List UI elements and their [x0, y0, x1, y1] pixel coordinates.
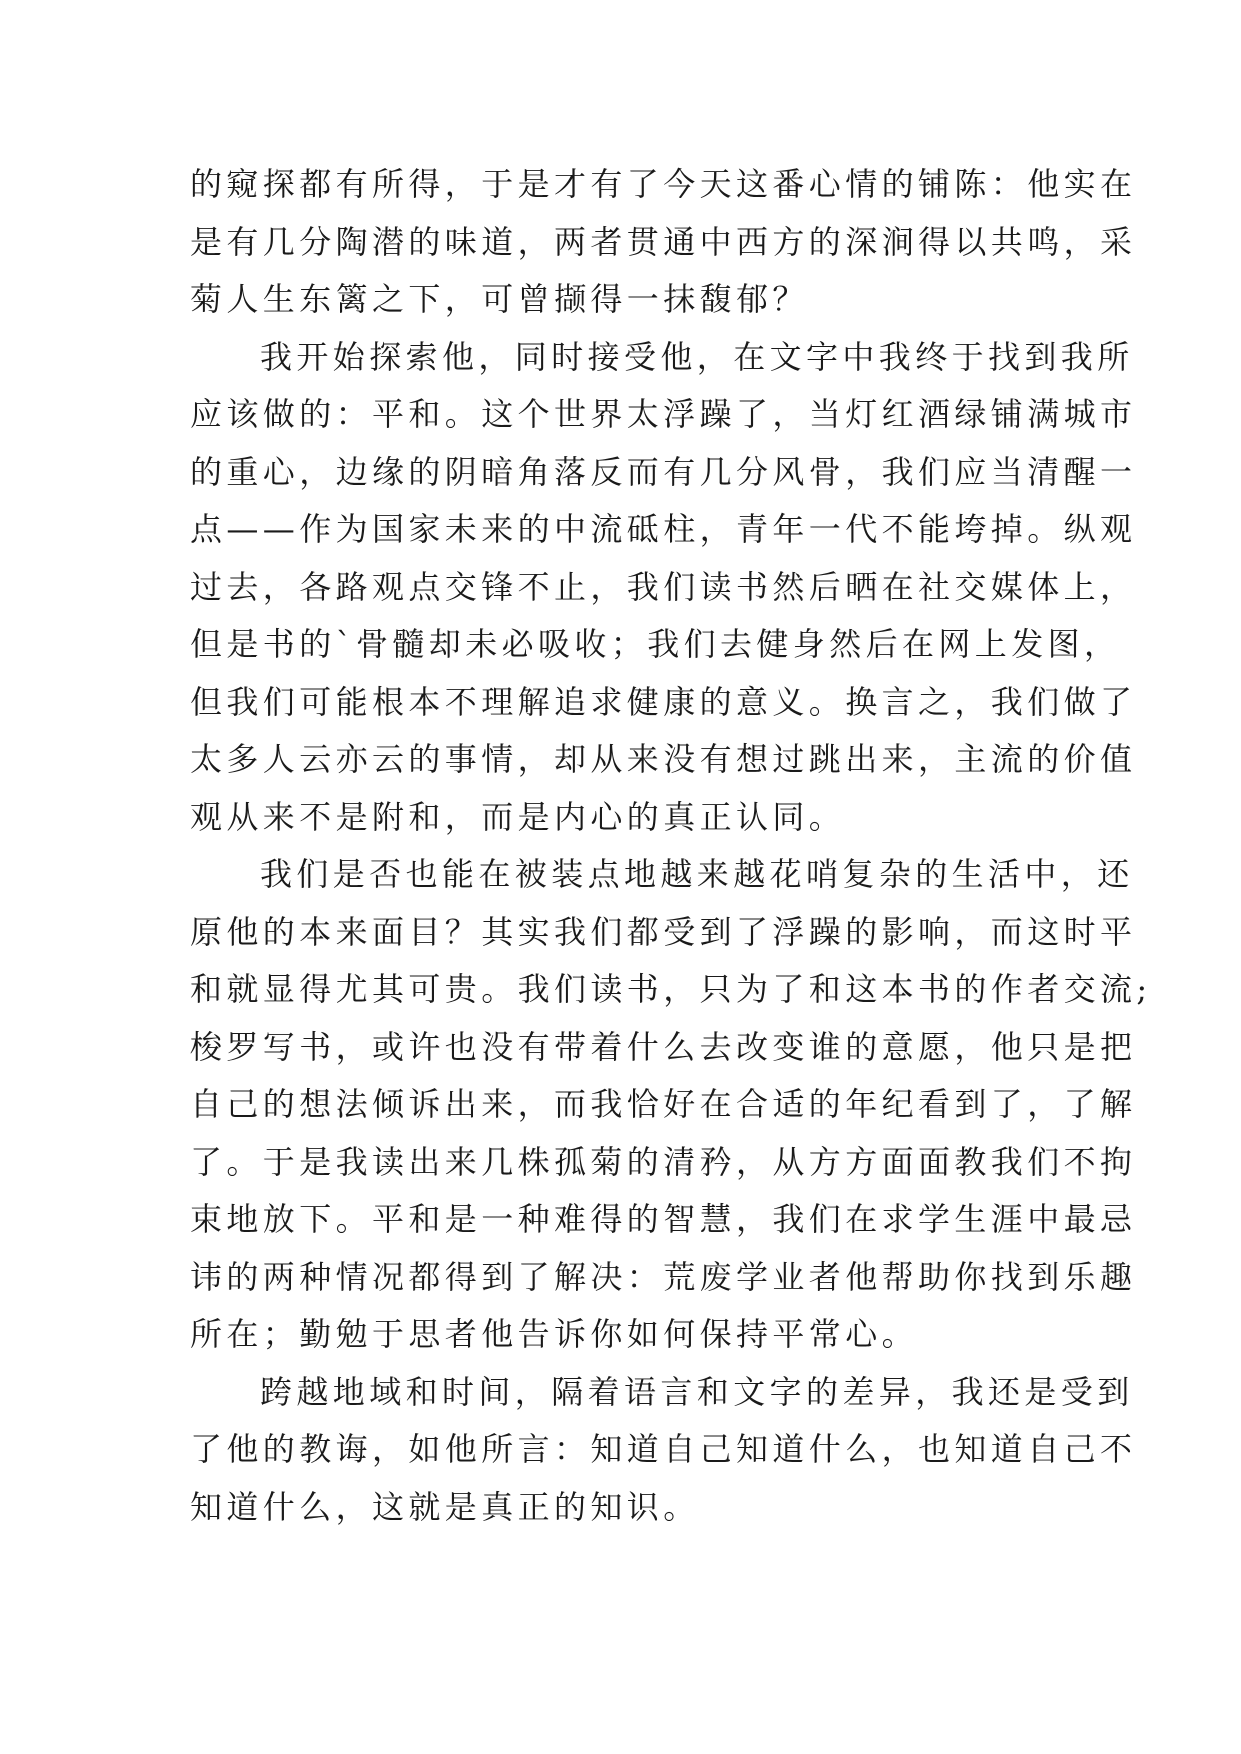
- paragraph-line: 观从来不是附和，而是内心的真正认同。: [190, 797, 846, 836]
- paragraph-line: 束地放下。平和是一种难得的智慧，我们在求学生涯中最忌: [190, 1200, 1137, 1238]
- paragraph-4: [190, 1364, 1137, 1537]
- paragraph-3: [190, 846, 1152, 1364]
- paragraph-line: 和就显得尤其可贵。我们读书，只为了和这本书的作者交流;: [190, 970, 1152, 1008]
- paragraph-line: 是有几分陶潜的味道，两者贯通中西方的深涧得以共鸣，采: [190, 222, 1137, 261]
- paragraph-line: 自己的想法倾诉出来，而我恰好在合适的年纪看到了，了解: [190, 1085, 1137, 1123]
- paragraph-line: 知道什么，这就是真正的知识。: [190, 1487, 700, 1526]
- paragraph-line: 了他的教诲，如他所言：知道自己知道什么，也知道自己不: [190, 1430, 1137, 1468]
- paragraph-line: 的窥探都有所得，于是才有了今天这番心情的铺陈：他实在: [190, 165, 1137, 203]
- paragraph-2: [190, 329, 1137, 847]
- paragraph-line: 过去，各路观点交锋不止，我们读书然后晒在社交媒体上，: [190, 567, 1137, 606]
- document-body: [190, 156, 1152, 1536]
- paragraph-line: 但是书的`骨髓却未必吸收；我们去健身然后在网上发图，: [190, 625, 1121, 663]
- paragraph-line: 我开始探索他，同时接受他，在文字中我终于找到我所: [260, 337, 1134, 376]
- paragraph-line: 原他的本来面目？其实我们都受到了浮躁的影响，而这时平: [190, 912, 1137, 951]
- paragraph-line: 太多人云亦云的事情，却从来没有想过跳出来，主流的价值: [190, 740, 1137, 778]
- paragraph-line: 应该做的：平和。这个世界太浮躁了，当灯红酒绿铺满城市: [190, 395, 1137, 433]
- paragraph-line: 梭罗写书，或许也没有带着什么去改变谁的意愿，他只是把: [190, 1027, 1137, 1066]
- paragraph-line: 菊人生东篱之下，可曾撷得一抹馥郁？: [190, 280, 809, 318]
- paragraph-line: 跨越地域和时间，隔着语言和文字的差异，我还是受到: [260, 1372, 1134, 1411]
- paragraph-line: 所在；勤勉于思者他告诉你如何保持平常心。: [190, 1315, 919, 1353]
- paragraph-line: 但我们可能根本不理解追求健康的意义。换言之，我们做了: [190, 682, 1137, 721]
- paragraph-line: 我们是否也能在被装点地越来越花哨复杂的生活中，还: [260, 855, 1134, 893]
- paragraph-line: 了。于是我读出来几株孤菊的清矜，从方方面面教我们不拘: [190, 1142, 1137, 1181]
- paragraph-line: 讳的两种情况都得到了解决：荒废学业者他帮助你找到乐趣: [190, 1257, 1137, 1296]
- paragraph-line: 的重心，边缘的阴暗角落反而有几分风骨，我们应当清醒一: [190, 452, 1137, 491]
- paragraph-line: 点——作为国家未来的中流砥柱，青年一代不能垮掉。纵观: [190, 510, 1137, 548]
- paragraph-1: [190, 156, 1137, 329]
